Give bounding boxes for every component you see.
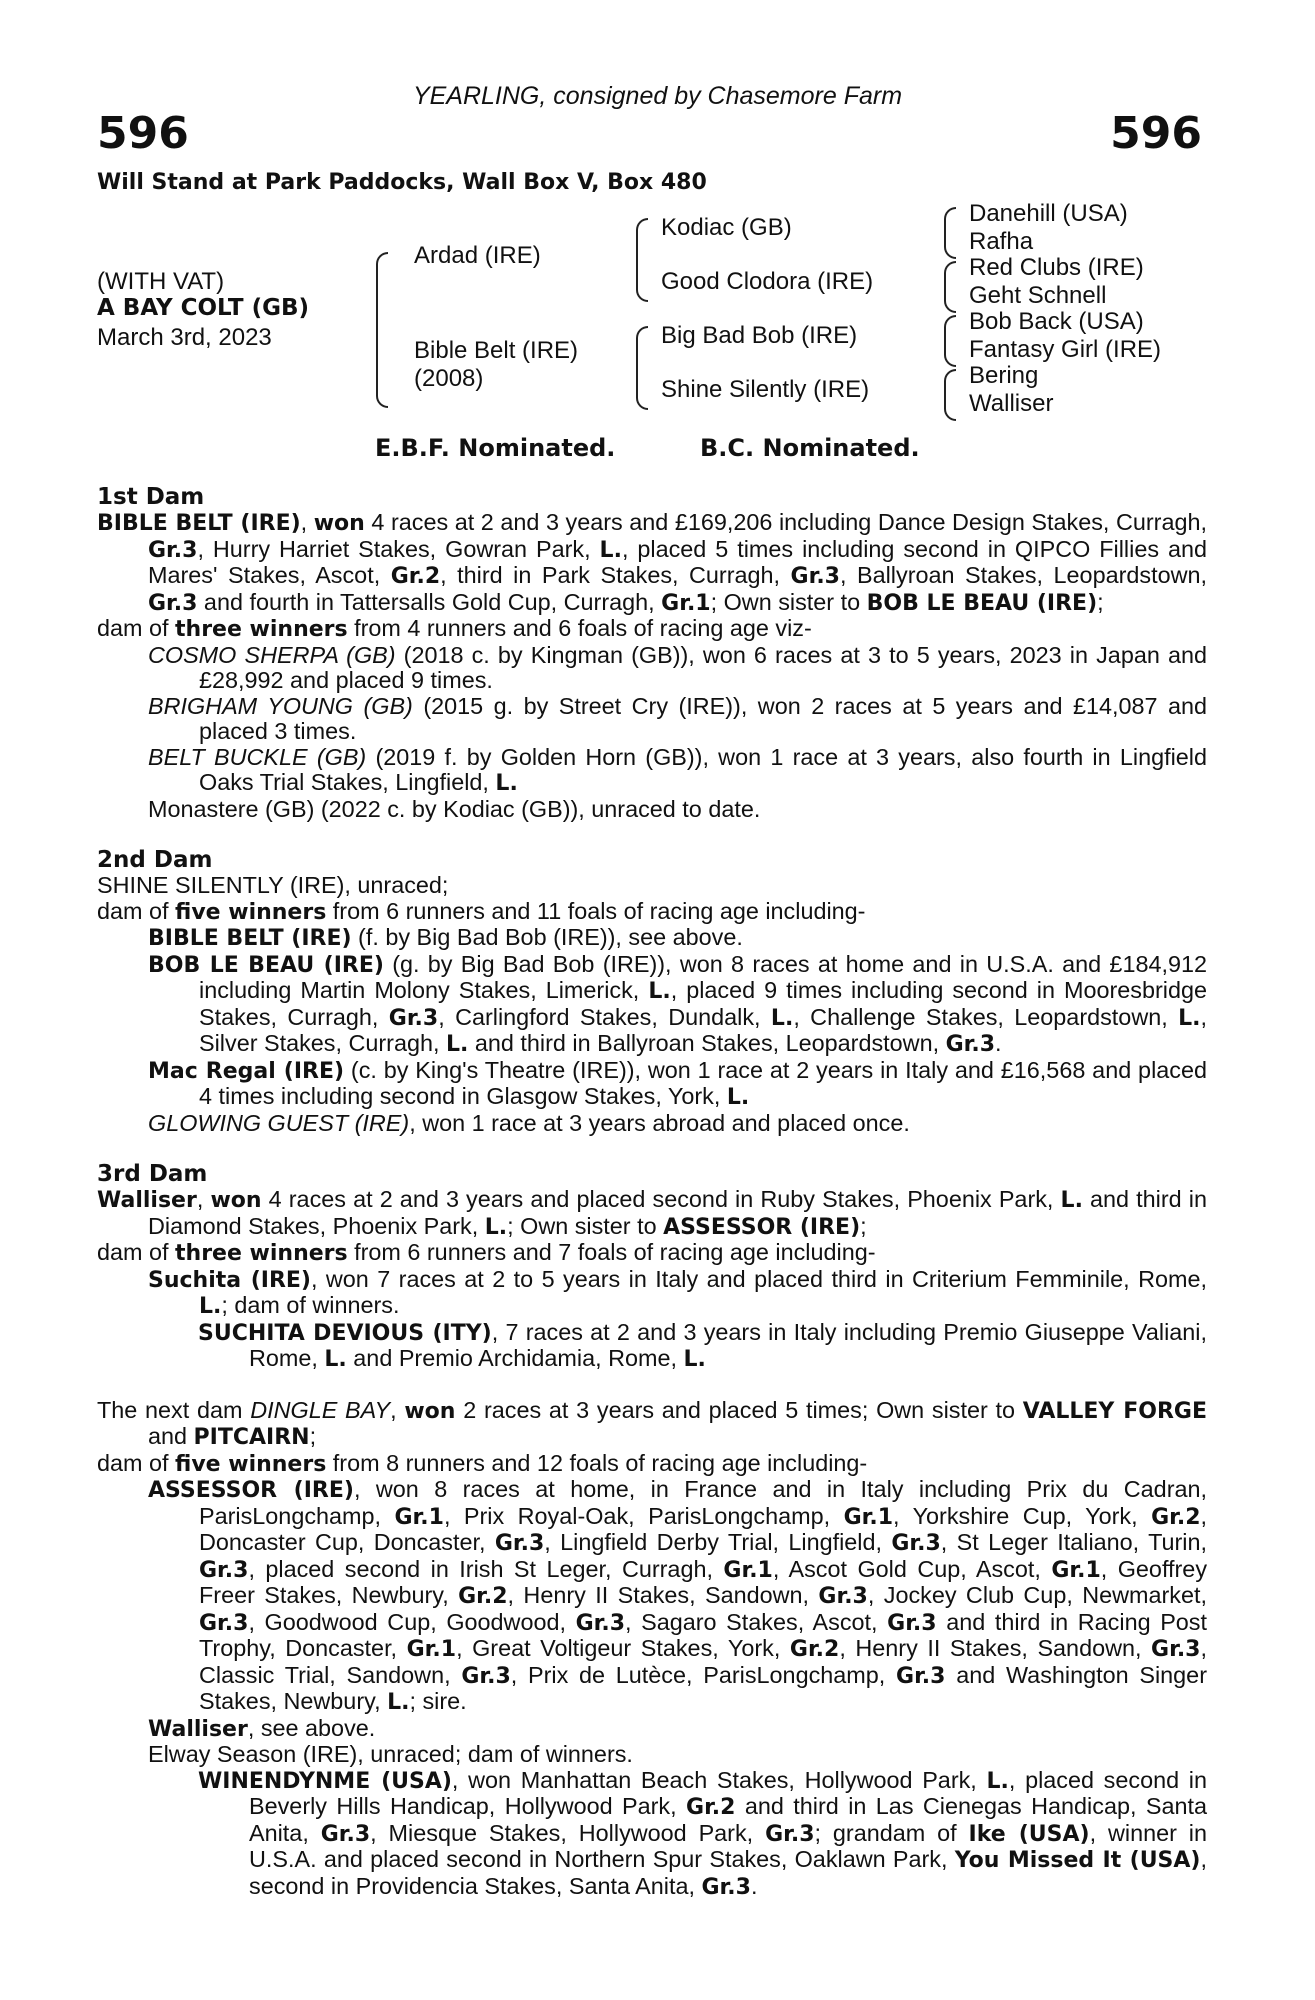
- dam-paragraph: The next dam DINGLE BAY, won 2 races at 3 years and placed 5 times; Own sister to VALLEY FORGE and PITCAIRN;: [97, 1396, 1207, 1450]
- section-gap: [97, 1136, 1207, 1161]
- brace-gen1: [376, 252, 388, 408]
- vat-note: (WITH VAT): [97, 268, 225, 295]
- progeny-entry: BOB LE BEAU (IRE) (g. by Big Bad Bob (IRE)), won 8 races at home and in U.S.A. and £184,912 including Martin Molony Stakes, Limerick, L., placed 9 times including second in Mooresbridge Stakes, Curragh, Gr.3, Carlingford Stakes, Dundalk, L., Challenge Stakes, Leopardstown, L., Silver Stakes, Curragh, L. and third in Ballyroan Stakes, Leopardstown, Gr.3.: [148, 950, 1207, 1057]
- brace-gen3-4: [944, 369, 956, 421]
- pedigree-gen4-5: Bob Back (USA): [969, 308, 1144, 335]
- progeny-entry: BIBLE BELT (IRE) (f. by Big Bad Bob (IRE)), see above.: [148, 924, 743, 951]
- progeny-entry: Suchita (IRE), won 7 races at 2 to 5 years in Italy and placed third in Criterium Femminile, Rome, L.; dam of winners.: [148, 1265, 1207, 1319]
- pedigree-dam-year: (2008): [414, 365, 484, 392]
- dam-paragraph: Walliser, won 4 races at 2 and 3 years and placed second in Ruby Stakes, Phoenix Park, L. and third in Diamond Stakes, Phoenix Park, L.; Own sister to ASSESSOR (IRE);: [97, 1186, 1207, 1240]
- lot-number-left: 596: [97, 108, 189, 159]
- horse-name: A BAY COLT (GB): [97, 295, 310, 321]
- brace-gen3-2: [944, 261, 956, 313]
- pedigree-gen4-3: Red Clubs (IRE): [969, 254, 1144, 281]
- section-heading: 2nd Dam: [97, 847, 213, 873]
- progeny-entry: Monastere (GB) (2022 c. by Kodiac (GB)), unraced to date.: [148, 795, 761, 822]
- pedigree-gen4-7: Bering: [969, 362, 1039, 389]
- pedigree-sire: Ardad (IRE): [414, 242, 541, 269]
- progeny-entry: COSMO SHERPA (GB) (2018 c. by Kingman (GB)), won 6 races at 3 to 5 years, 2023 in Japan and £28,992 and placed 9 times.: [148, 641, 1207, 693]
- consignment-line: YEARLING, consigned by Chasemore Farm: [412, 82, 903, 110]
- lot-number-right: 596: [1110, 108, 1202, 159]
- foaling-date: March 3rd, 2023: [97, 324, 272, 351]
- pedigree-gen4-6: Fantasy Girl (IRE): [969, 336, 1162, 363]
- pedigree-dam: Bible Belt (IRE): [414, 337, 579, 364]
- progeny-entry: BRIGHAM YOUNG (GB) (2015 g. by Street Cry (IRE)), won 2 races at 5 years and £14,087 and placed 3 times.: [148, 692, 1208, 744]
- brace-gen3-1: [944, 207, 956, 259]
- pedigree-gen4-4: Geht Schnell: [969, 282, 1107, 309]
- pedigree-gen4-2: Rafha: [969, 228, 1034, 255]
- ebf-nomination: E.B.F. Nominated.: [375, 434, 616, 462]
- dam-paragraph: BIBLE BELT (IRE), won 4 races at 2 and 3 years and £169,206 including Dance Design Stakes, Curragh, Gr.3, Hurry Harriet Stakes, Gowran Park, L., placed 5 times including second in QIPCO Fillies and Mares' Stakes, Ascot, Gr.2, third in Park Stakes, Curragh, Gr.3, Ballyroan Stakes, Leopardstown, Gr.3 and fourth in Tattersalls Gold Cup, Curragh, Gr.1; Own sister to BOB LE BEAU (IRE);: [97, 509, 1208, 616]
- pedigree-sire-sire: Kodiac (GB): [661, 214, 792, 241]
- pedigree-dam-dam: Shine Silently (IRE): [661, 376, 870, 403]
- bc-nomination: B.C. Nominated.: [700, 434, 920, 462]
- section-heading: 1st Dam: [97, 484, 205, 510]
- section-heading: 3rd Dam: [97, 1161, 208, 1187]
- progeny-entry: Mac Regal (IRE) (c. by King's Theatre (IRE)), won 1 race at 2 years in Italy and £16,568 and placed 4 times including second in Glasgow Stakes, York, L.: [148, 1056, 1207, 1110]
- brace-gen2-bottom: [636, 326, 648, 410]
- dam-paragraph: dam of five winners from 6 runners and 11 foals of racing age including-: [97, 897, 866, 925]
- brace-gen2-top: [636, 218, 648, 302]
- progeny-entry: Walliser, see above.: [148, 1714, 376, 1742]
- progeny-entry: GLOWING GUEST (IRE), won 1 race at 3 years abroad and placed once.: [148, 1109, 910, 1136]
- pedigree-dam-sire: Big Bad Bob (IRE): [661, 322, 858, 349]
- stand-location: Will Stand at Park Paddocks, Wall Box V, Box 480: [97, 170, 707, 195]
- pedigree-gen4-1: Danehill (USA): [969, 200, 1128, 227]
- dam-paragraph: SHINE SILENTLY (IRE), unraced;: [97, 872, 449, 898]
- progeny-entry: Elway Season (IRE), unraced; dam of winners.: [148, 1741, 633, 1767]
- pedigree-gen4-8: Walliser: [969, 390, 1054, 417]
- progeny-entry: ASSESSOR (IRE), won 8 races at home, in France and in Italy including Prix du Cadran, ParisLongchamp, Gr.1, Prix Royal-Oak, ParisLongchamp, Gr.1, Yorkshire Cup, York, Gr.2, Doncaster Cup, Doncaster, Gr.3, Lingfield Derby Trial, Lingfield, Gr.3, St Leger Italiano, Turin, Gr.3, placed second in Irish St Leger, Curragh, Gr.1, Ascot Gold Cup, Ascot, Gr.1, Geoffrey Freer Stakes, Newbury, Gr.2, Henry II Stakes, Sandown, Gr.3, Jockey Club Cup, Newmarket, Gr.3, Goodwood Cup, Goodwood, Gr.3, Sagaro Stakes, Ascot, Gr.3 and third in Racing Post Trophy, Doncaster, Gr.1, Great Voltigeur Stakes, York, Gr.2, Henry II Stakes, Sandown, Gr.3, Classic Trial, Sandown, Gr.3, Prix de Lutèce, ParisLongchamp, Gr.3 and Washington Singer Stakes, Newbury, L.; sire.: [148, 1476, 1208, 1715]
- catalogue-body: [97, 484, 1207, 1900]
- pedigree-sire-dam: Good Clodora (IRE): [661, 268, 874, 295]
- dam-paragraph: dam of five winners from 8 runners and 12 foals of racing age including-: [97, 1449, 868, 1477]
- section-gap: [97, 822, 1207, 847]
- section-gap: [97, 1373, 1207, 1398]
- brace-gen3-3: [944, 315, 956, 367]
- progeny-entry: WINENDYNME (USA), won Manhattan Beach Stakes, Hollywood Park, L., placed second in Beverly Hills Handicap, Hollywood Park, Gr.2 and third in Las Cienegas Handicap, Santa Anita, Gr.3, Miesque Stakes, Hollywood Park, Gr.3; grandam of Ike (USA), winner in U.S.A. and placed second in Northern Spur Stakes, Oaklawn Park, You Missed It (USA), second in Providencia Stakes, Santa Anita, Gr.3.: [198, 1766, 1208, 1900]
- progeny-entry: BELT BUCKLE (GB) (2019 f. by Golden Horn (GB)), won 1 race at 3 years, also fourth in Lingfield Oaks Trial Stakes, Lingfield, L.: [148, 743, 1208, 796]
- progeny-entry: SUCHITA DEVIOUS (ITY), 7 races at 2 and 3 years in Italy including Premio Giuseppe Valiani, Rome, L. and Premio Archidamia, Rome, L.: [198, 1318, 1207, 1372]
- dam-paragraph: dam of three winners from 4 runners and 6 foals of racing age viz-: [97, 615, 812, 642]
- dam-paragraph: dam of three winners from 6 runners and 7 foals of racing age including-: [97, 1239, 876, 1266]
